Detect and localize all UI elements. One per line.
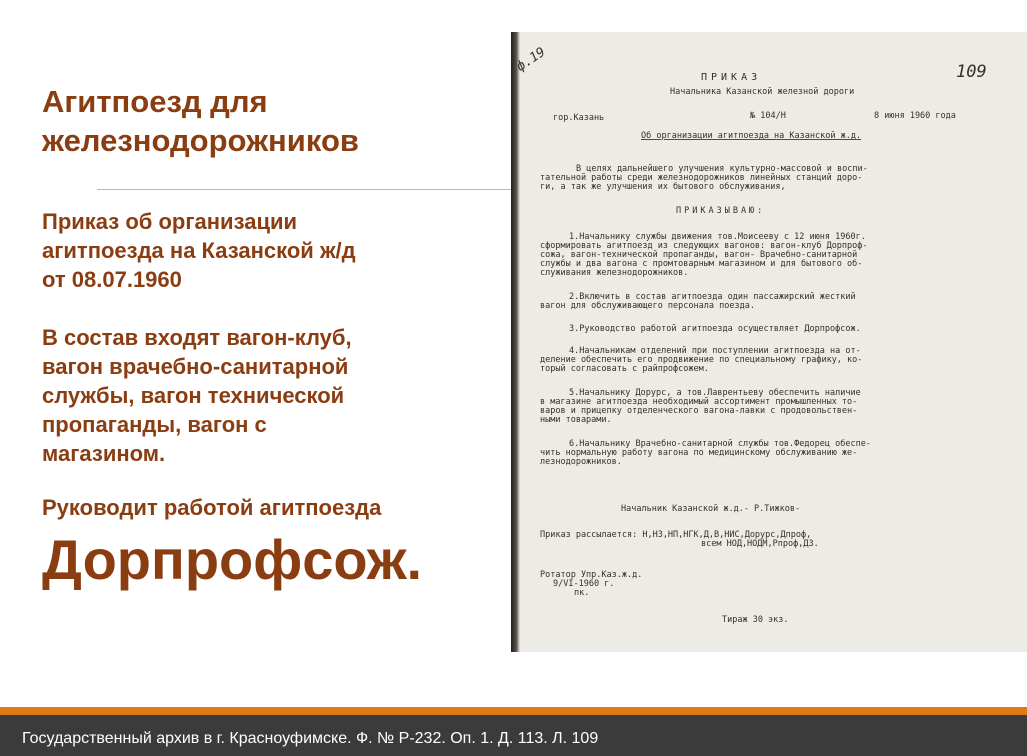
svg-text:6.Начальнику Врачебно-санитарн: 6.Начальнику Врачебно-санитарной службы тов.Федорец обеспе- xyxy=(569,439,871,449)
order-description: Приказ об организации агитпоезда на Казанской ж/д от 08.07.1960 xyxy=(42,209,356,292)
svg-text:в магазине агитпоезда необходи: в магазине агитпоезда необходимый ассортимент промышленных то- xyxy=(540,397,858,407)
footer-accent-stripe xyxy=(0,707,1027,715)
svg-text:Об организации агитпоезда на К: Об организации агитпоезда на Казанской ж.д. xyxy=(641,131,862,141)
svg-text:служивания железнодорожников.: служивания железнодорожников. xyxy=(540,268,689,278)
management-note: Руководит работой агитпоезда xyxy=(42,495,382,520)
archive-source-caption: Государственный архив в г. Красноуфимске. Ф. № Р-232. Оп. 1. Д. 113. Л. 109 xyxy=(22,730,599,747)
management-organization: Дорпрофсож. xyxy=(42,528,423,591)
slide-title: Агитпоезд для железнодорожников xyxy=(42,84,359,158)
svg-text:Тираж 30 экз.: Тираж 30 экз. xyxy=(722,615,789,625)
svg-text:варов и прицепку отделенческог: варов и прицепку отделенческого вагона-лавки с продовольствен- xyxy=(540,406,858,416)
train-composition: В состав входят вагон-клуб, вагон врачебно-санитарной службы, вагон технической пропаганды, вагон с магазином. xyxy=(42,325,352,466)
svg-text:деление обеспечить его продвиж: деление обеспечить его продвижение по специальному графику, ко- xyxy=(540,355,863,365)
svg-text:В целях дальнейшего улучшения: В целях дальнейшего улучшения культурно-массовой и воспи- xyxy=(576,164,868,174)
title-divider xyxy=(97,189,512,190)
svg-text:вагон для обслуживающего персо: вагон для обслуживающего персонала поезда. xyxy=(540,301,755,311)
svg-text:№ 104/Н: № 104/Н xyxy=(750,111,786,121)
svg-text:9/VI-1960 г.: 9/VI-1960 г. xyxy=(553,579,615,589)
svg-text:Начальник Казанской ж.д.- Р.Ти: Начальник Казанской ж.д.- Р.Тижков- xyxy=(621,504,801,514)
svg-text:службы и два вагона с промтова: службы и два вагона с промтоварным магазином и для бытового об- xyxy=(540,259,863,269)
svg-text:109: 109 xyxy=(956,62,987,82)
svg-text:ПРИКАЗ: ПРИКАЗ xyxy=(701,72,762,83)
svg-text:5.Начальнику Дорурс, а тов.Лав: 5.Начальнику Дорурс, а тов.Лаврентьеву обеспечить наличие xyxy=(569,388,861,398)
svg-text:тательной работы среди железно: тательной работы среди железнодорожников линейных станций доро- xyxy=(540,173,863,183)
svg-text:чить нормальную работу вагона: чить нормальную работу вагона по медицинскому обслуживанию же- xyxy=(540,448,858,458)
svg-text:3.Руководство работой агитпоез: 3.Руководство работой агитпоезда осуществляет Дорпрофсож. xyxy=(569,324,861,334)
svg-text:Ротатор Упр.Каз.ж.д.: Ротатор Упр.Каз.ж.д. xyxy=(540,570,643,580)
svg-text:ги, а так же улучшения их быто: ги, а так же улучшения их бытового обслуживания, xyxy=(540,182,786,192)
svg-text:торый согласовать с райпрофсож: торый согласовать с райпрофсожем. xyxy=(540,364,709,374)
svg-text:4.Начальникам отделений при по: 4.Начальникам отделений при поступлении агитпоезда на от- xyxy=(569,346,861,356)
svg-text:ПРИКАЗЫВАЮ:: ПРИКАЗЫВАЮ: xyxy=(676,206,766,216)
svg-text:2.Включить в состав агитпоезда: 2.Включить в состав агитпоезда один пассажирский жесткий xyxy=(569,292,856,302)
svg-text:сожа, вагон-технической пропаг: сожа, вагон-технической пропаганды, вагон- Врачебно-санитарной xyxy=(540,250,858,260)
svg-text:Начальника Казанской железной: Начальника Казанской железной дороги xyxy=(670,87,855,97)
svg-text:8 июня 1960 года: 8 июня 1960 года xyxy=(874,111,956,121)
svg-text:гор.Казань: гор.Казань xyxy=(553,113,605,123)
svg-text:ф.19: ф.19 xyxy=(514,44,549,75)
svg-text:сформировать агитпоезд из след: сформировать агитпоезд из следующих вагонов: вагон-клуб Дорпроф- xyxy=(540,241,868,251)
svg-text:1.Начальнику службы движения т: 1.Начальнику службы движения тов.Моисееву с 12 июня 1960г. xyxy=(569,232,866,242)
svg-text:ными товарами.: ными товарами. xyxy=(540,415,612,425)
archival-order-image xyxy=(511,32,1027,652)
svg-text:всем НОД,НОДМ,Рпроф,ДЗ.: всем НОД,НОДМ,Рпроф,ДЗ. xyxy=(701,539,819,549)
svg-text:Приказ рассылается: Н,НЗ,НП,НГ: Приказ рассылается: Н,НЗ,НП,НГК,Д,В,НИС,Дорурс,Дпроф, xyxy=(540,530,812,540)
svg-text:лезнодорожников.: лезнодорожников. xyxy=(540,457,622,467)
svg-text:пк.: пк. xyxy=(574,588,590,598)
